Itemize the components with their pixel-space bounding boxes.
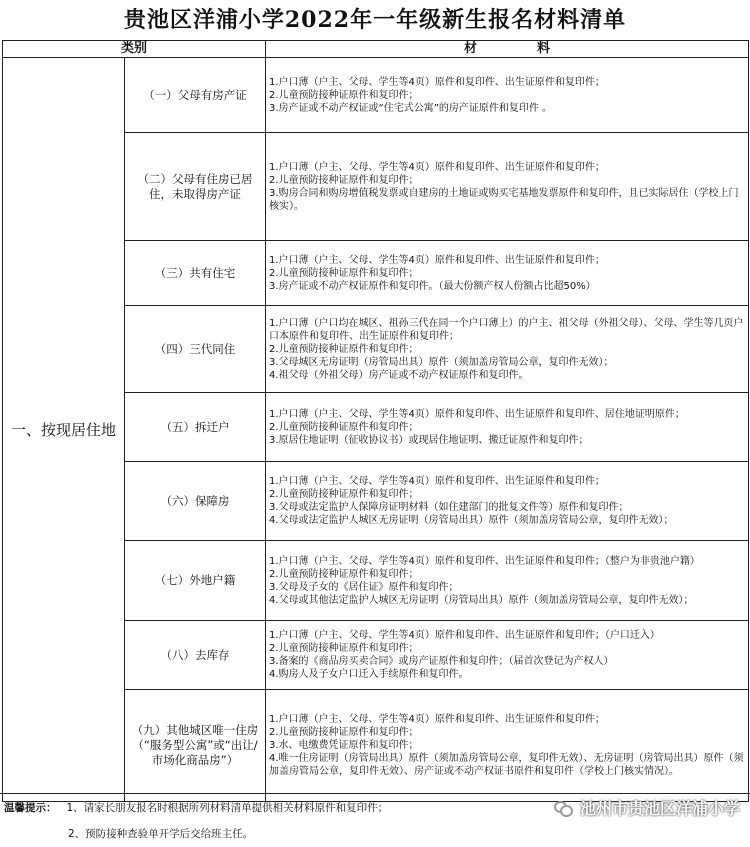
main-category: 一、按现居住地 [3,58,125,802]
material-item: 4.父母或法定监护人城区无房证明（房管局出具）原件（须加盖房管局公章，复印件无效）； [269,515,674,526]
material-item: 2.儿童预防接种证原件和复印件； [269,343,419,355]
material-item: 4.父母或其他法定监护人城区无房证明（房管局出具）原件（须加盖房管局公章，复印件无效）； [269,594,694,606]
materials-cell [266,133,749,241]
material-item: 2.儿童预防接种证原件和复印件； [269,267,419,279]
watermark-text: 池州市贵池区洋浦小学 [579,799,740,818]
material-item: 3.原居住地证明（征收协议书）或现居住地证明、搬迁证原件和复印件； [269,434,589,446]
material-item: 3.父母或法定监护人保障房证明材料（如住建部门的批复文件等）原件和复印件； [269,502,629,513]
material-item: 3.备案的《商品房买卖合同》或房产证原件和复印件；（届首次登记为产权人） [269,656,614,667]
sub-category: （八）去库存 [125,621,266,690]
tip-label: 温馨提示： [4,802,57,814]
material-item: 2.儿童预防接种证原件和复印件； [269,568,419,580]
header-category: 类别 [3,41,266,58]
materials-table [2,40,749,802]
material-item: 4.祖父母（外祖父母）房产证或不动产权证原件和复印件。 [269,369,529,381]
materials-cell [266,541,749,621]
materials-cell [266,462,749,541]
wechat-icon [554,800,574,816]
materials-cell [266,306,749,393]
material-item: 3.水、电缴费凭证原件和复印件； [269,740,419,751]
material-item: 3.购房合同和购房增值税发票或自建房的土地证或购买宅基地发票原件和复印件，且已实际居住（学校上门核实）。 [269,187,739,212]
sub-category: （七）外地户籍 [125,541,266,621]
material-item: 3.父母城区无房证明（房管局出具）原件（须加盖房管局公章，复印件无效）； [269,356,614,368]
sub-category: （三）共有住宅 [125,241,266,306]
sub-category: （一）父母有房产证 [125,58,266,133]
material-item: 1.户口薄（户主、父母、学生等4页）原件和复印件、出生证原件和复印件； [269,714,605,725]
sub-category: （二）父母有住房已居住，未取得房产证 [125,133,266,241]
material-item: 3.房产证或不动产权证或“住宅式公寓”的房产证原件和复印件 。 [269,102,553,114]
materials-cell [266,690,749,802]
material-item: 3.父母及子女的《居住证》原件和复印件； [269,581,459,593]
material-item: 1.户口薄（户主、父母、学生等4页）原件和复印件、出生证原件和复印件； [269,161,605,173]
material-item: 2.儿童预防接种证原件和复印件； [269,489,419,500]
materials-cell [266,621,749,690]
material-item: 1.户口薄（户主、父母、学生等4页）原件和复印件、出生证原件和复印件； [269,254,605,266]
footer-tips [0,793,750,847]
sub-category: （九）其他城区唯一住房（“服务型公寓”或“出让/市场化商品房”） [125,690,266,802]
sub-category: （四）三代同住 [125,306,266,393]
material-item: 1.户口薄（户主、父母、学生等4页）原件和复印件、出生证原件和复印件； [269,76,605,88]
material-item: 1.户口薄（户主、父母、学生等4页）原件和复印件、出生证原件和复印件、居住地证明原件； [269,408,685,420]
material-item: 1.户口薄（户口均在城区、祖孙三代在同一个户口薄上）的户主、祖父母（外祖父母）、父母、学生等几页户口本原件和复印件、出生证原件和复印件； [269,317,744,342]
materials-cell [266,58,749,133]
tip-line-1 [4,800,388,815]
tip-text-1: 1、请家长朋友报名时根据所列材料清单提供相关材料原件和复印件； [66,802,389,814]
material-item: 3.房产证或不动产权证原件和复印件。（最大份额产权人份额占比超50%） [269,280,596,292]
material-item: 1.户口薄（户主、父母、学生等4页）原件和复印件、出生证原件和复印件； [269,476,605,487]
material-item: 1.户口薄（户主、父母、学生等4页）原件和复印件、出生证原件和复印件；（户口迁入） [269,630,660,641]
material-item: 2.儿童预防接种证原件和复印件； [269,89,419,101]
header-materials: 材料 [266,41,749,58]
sub-category: （六）保障房 [125,462,266,541]
material-item: 1.户口薄（户主、父母、学生等4页）原件和复印件、出生证原件和复印件；（整户为非贵池户籍） [269,555,700,567]
materials-cell [266,241,749,306]
table-header-row [3,41,749,58]
material-item: 4.购房人及子女户口迁入手续原件和复印件。 [269,669,469,680]
sub-category: （五）拆迁户 [125,393,266,462]
table-row [3,58,749,133]
material-item: 4.唯一住房证明（房管局出具）原件（须加盖房管局公章，复印件无效）、无房证明（房管局出具）原件（须加盖房管局公章，复印件无效）、房产证或不动产权证书原件和复印件（学校上门核实情况）。 [269,753,744,777]
material-item: 2.儿童预防接种证原件和复印件； [269,421,419,433]
materials-cell [266,393,749,462]
material-item: 2.儿童预防接种证原件和复印件； [269,727,419,738]
tip-text-2: 2、预防接种查验单开学后交给班主任。 [68,828,254,840]
watermark [554,796,740,819]
material-item: 2.儿童预防接种证原件和复印件； [269,174,419,186]
page-title: 贵池区洋浦小学2022年一年级新生报名材料清单 [123,7,627,33]
material-item: 2.儿童预防接种证原件和复印件； [269,643,419,654]
